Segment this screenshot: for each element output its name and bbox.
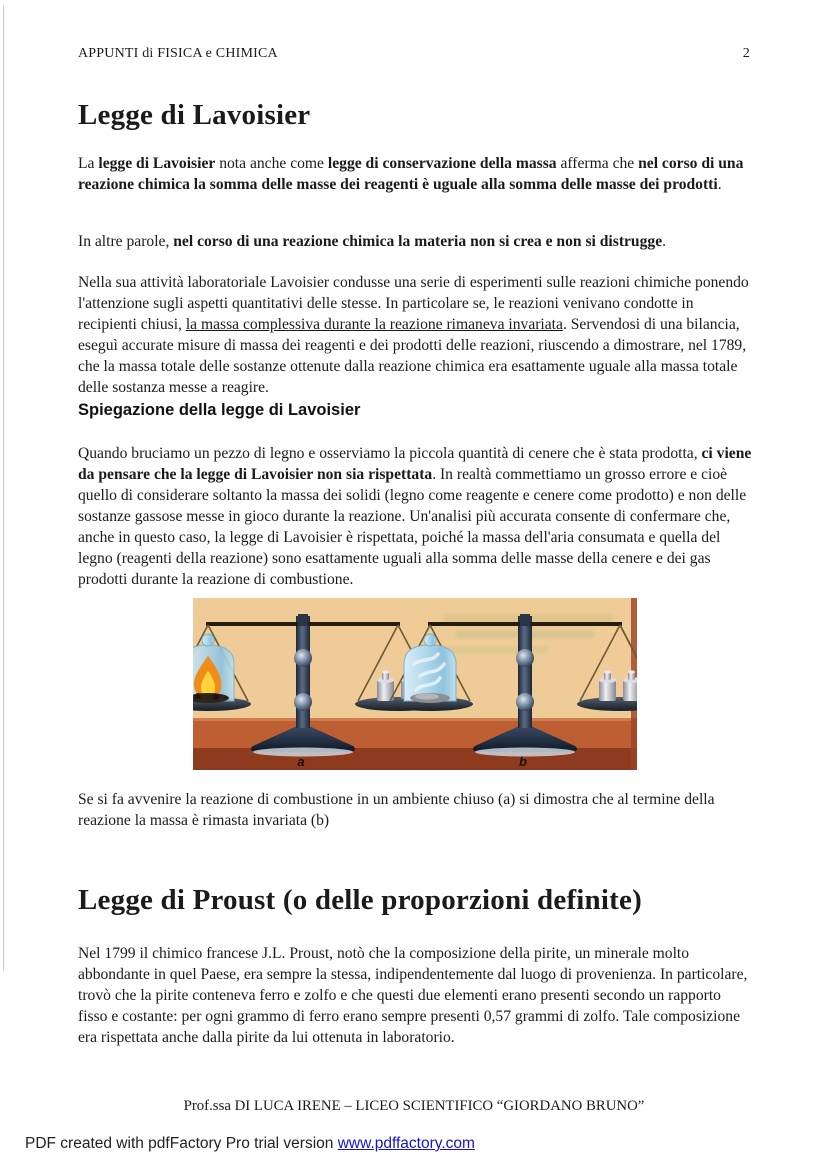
- scale-a-pillar: [296, 616, 310, 728]
- pdf-factory-notice: [25, 1135, 475, 1153]
- paragraph-proust: Nel 1799 il chimico francese J.L. Proust, notò che la composizione della pirite, un minerale molto abbondante in quel Paese, era sempre la stessa, indipendentemente dal luogo di provenienza. In particolare, trovò che la pirite conteneva ferro e zolfo e che questi due elementi erano presenti secondo un rapporto fisso e costante: per ogni grammo di ferro erano sempre presenti 0,57 grammi di zolfo. Tale composizione era rispettata anche dalla pirite da lui ottenuta in laboratorio.: [78, 945, 748, 1046]
- page-header: [78, 46, 750, 62]
- header-title: APPUNTI di FISICA e CHIMICA: [78, 46, 278, 61]
- scale-b-pillar-sphere-bottom: [516, 693, 534, 711]
- balance-scales-illustration: [193, 598, 637, 770]
- paragraph-lavoisier-experiments: Nella sua attività laboratoriale Lavoisier condusse una serie di esperimenti sulle reazioni chimiche ponendo l'attenzione sugli aspetti quantitativi delle stesse. In particolare se, le reazioni venivano condotte in recipienti chiusi, la massa complessiva durante la reazione rimaneva invariata. Servendosi di una bilancia, eseguì accurate misure di massa dei reagenti e dei prodotti delle reazioni, riuscendo a dimostrare, nel 1789, che la massa totale delle sostanze ottenute dalla reazione chimica era esattamente uguale alla massa totale delle sostanza messe a reagire.: [78, 274, 749, 396]
- pdf-notice-text: PDF created with pdfFactory Pro trial version: [25, 1135, 338, 1152]
- bell-jar-b-knob: [424, 634, 436, 646]
- scale-b-pillar: [518, 616, 532, 728]
- scale-a-pillar-sphere-top: [294, 649, 312, 667]
- scale-a-pillar-sphere-bottom: [294, 693, 312, 711]
- ash-highlight: [415, 694, 439, 700]
- page-number: 2: [742, 46, 750, 61]
- scale-b-pillar-sphere-top: [516, 649, 534, 667]
- paragraph-lavoisier-explanation: Quando bruciamo un pezzo di legno e osserviamo la piccola quantità di cenere che è stata prodotta, ci viene da pensare che la legge di Lavoisier non sia rispettata. In realtà commettiamo un grosso errore e cioè quello di considerare soltanto la massa dei solidi (legno come reagente e cenere come prodotto) e non delle sostanze gassose messe in gioco durante la reazione. Un'analisi più accurata consente di confermare che, anche in questo caso, la legge di Lavoisier è rispettata, poiché la massa dell'aria consumata e quella del legno (reagenti della reazione) sono esattamente uguali alla somma delle masse della cenere e dei gas prodotti durante la reazione di combustione.: [78, 445, 752, 588]
- wood-lump: [195, 693, 201, 699]
- scale-b-pivot: [520, 614, 530, 626]
- subsection-title-spiegazione: Spiegazione della legge di Lavoisier: [78, 401, 361, 419]
- figure-label-a: a: [297, 754, 305, 769]
- bell-jar-a-knob: [202, 634, 214, 646]
- section-title-lavoisier: Legge di Lavoisier: [78, 99, 311, 131]
- pdffactory-link[interactable]: www.pdffactory.com: [337, 1135, 475, 1152]
- section-title-proust: Legge di Proust (o delle proporzioni definite): [78, 884, 642, 916]
- scale-a-pivot: [298, 614, 308, 626]
- floor-highlight: [193, 718, 637, 721]
- figure-caption: Se si fa avvenire la reazione di combustione in un ambiente chiuso (a) si dimostra che al termine della reazione la massa è rimasta invariata (b): [78, 791, 715, 829]
- paragraph-lavoisier-other-words: In altre parole, nel corso di una reazione chimica la materia non si crea e non si distrugge.: [78, 233, 667, 250]
- wood-lump: [213, 694, 219, 700]
- paragraph-lavoisier-definition: La legge di Lavoisier nota anche come legge di conservazione della massa afferma che nel corso di una reazione chimica la somma delle masse dei reagenti è uguale alla somma delle masse dei prodotti.: [78, 155, 744, 193]
- page-footer: Prof.ssa DI LUCA IRENE – LICEO SCIENTIFICO “GIORDANO BRUNO”: [183, 1098, 645, 1114]
- balance-scales-figure: [193, 598, 637, 770]
- scan-artifact-line: [3, 6, 4, 970]
- figure-label-b: b: [519, 754, 527, 769]
